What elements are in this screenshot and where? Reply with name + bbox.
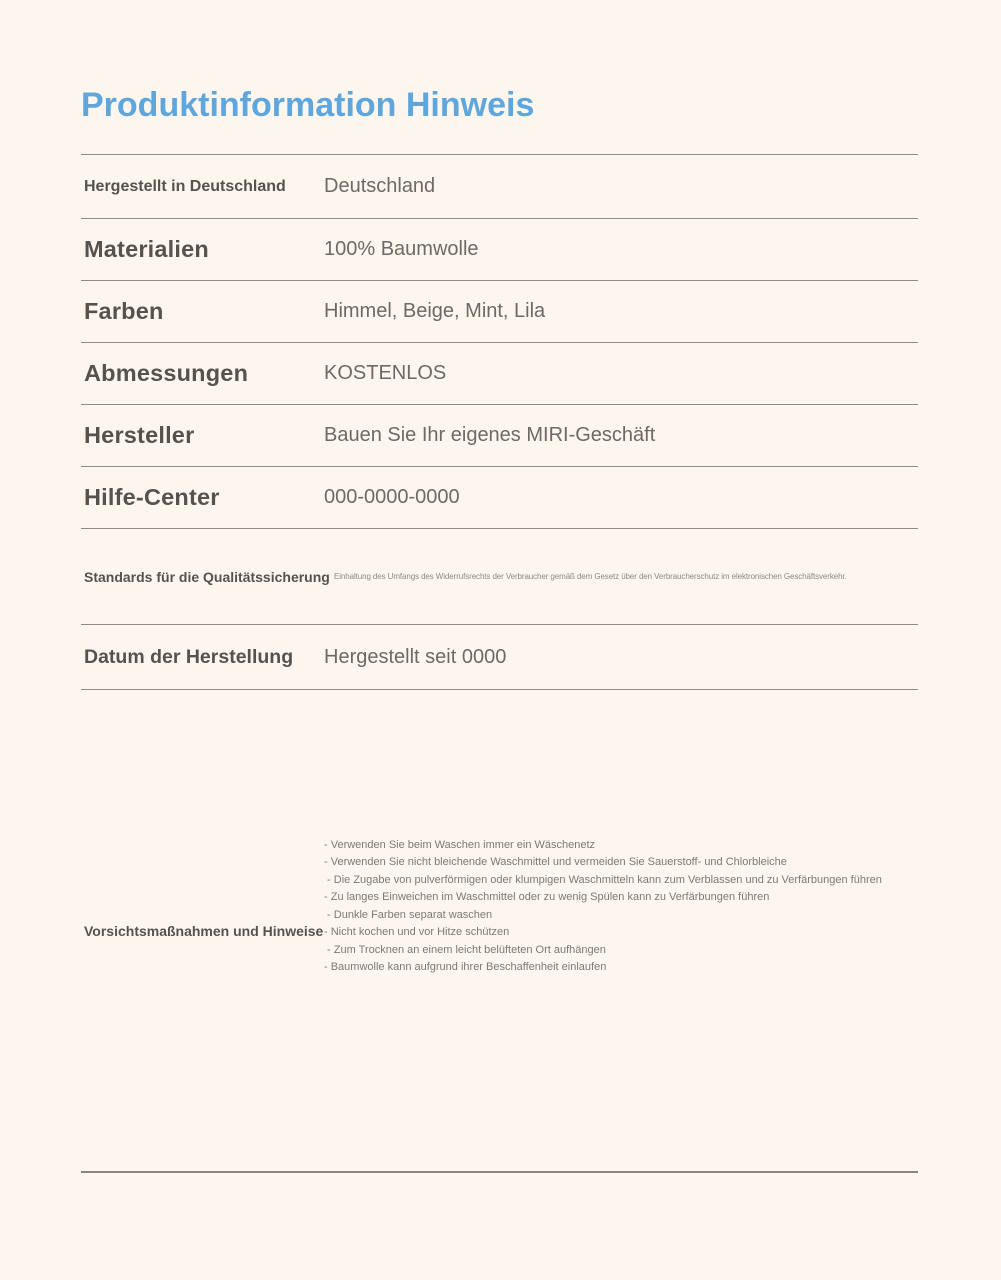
care-instruction-item: - Zum Trocknen an einem leicht belüfteten Ort aufhängen <box>324 943 606 956</box>
table-row-colors <box>81 281 918 343</box>
row-value-made-in: Deutschland <box>324 175 436 197</box>
row-label-colors: Farben <box>84 298 164 324</box>
table-row-quality-standards <box>81 529 918 625</box>
row-value-materials: 100% Baumwolle <box>324 238 479 260</box>
row-label-materials: Materialien <box>84 236 209 262</box>
care-instruction-item: - Baumwolle kann aufgrund ihrer Beschaffenheit einlaufen <box>324 961 607 973</box>
table-row-manufacture-date <box>81 625 918 690</box>
row-value-colors: Himmel, Beige, Mint, Lila <box>324 300 546 322</box>
row-value-quality-standards: Einhaltung des Umfangs des Widerrufsrechts der Verbraucher gemäß dem Gesetz über den Verbraucherschutz im elektronischen Geschäftsverkehr. <box>334 572 847 581</box>
table-row-care-instructions <box>81 690 918 1173</box>
row-value-dimensions: KOSTENLOS <box>324 362 447 384</box>
table-row-manufacturer <box>81 405 918 467</box>
care-instructions-list <box>324 837 918 977</box>
row-label-quality-standards: Standards für die Qualitätssicherung <box>84 568 330 585</box>
table-row-help-center <box>81 467 918 529</box>
row-value-help-center: 000-0000-0000 <box>324 486 460 508</box>
table-row-materials <box>81 219 918 281</box>
row-label-manufacturer: Hersteller <box>84 422 195 448</box>
care-instruction-item: - Zu langes Einweichen im Waschmittel oder zu wenig Spülen kann zu Verfärbungen führen <box>324 891 770 903</box>
care-instruction-item: - Nicht kochen und vor Hitze schützen <box>324 926 510 938</box>
table-row-made-in <box>81 155 918 219</box>
row-label-dimensions: Abmessungen <box>84 360 249 386</box>
care-instruction-item: - Verwenden Sie nicht bleichende Waschmittel und vermeiden Sie Sauerstoff- und Chlorbleiche <box>324 856 787 868</box>
row-label-help-center: Hilfe-Center <box>84 484 220 510</box>
row-label-manufacture-date: Datum der Herstellung <box>84 645 294 668</box>
row-value-manufacturer: Bauen Sie Ihr eigenes MIRI-Geschäft <box>324 424 656 446</box>
row-label-made-in: Hergestellt in Deutschland <box>84 177 286 195</box>
care-instruction-item: - Dunkle Farben separat waschen <box>324 908 493 921</box>
product-info-table <box>81 154 918 1173</box>
row-value-manufacture-date: Hergestellt seit 0000 <box>324 645 507 668</box>
care-instruction-item: - Verwenden Sie beim Waschen immer ein Wäschenetz <box>324 838 596 851</box>
page-title: Produktinformation Hinweis <box>81 86 535 124</box>
row-label-care-instructions: Vorsichtsmaßnahmen und Hinweise <box>84 922 324 939</box>
care-instruction-item: - Die Zugabe von pulverförmigen oder klumpigen Waschmitteln kann zum Verblassen und zu Verfärbungen führen <box>324 873 882 886</box>
table-row-dimensions <box>81 343 918 405</box>
